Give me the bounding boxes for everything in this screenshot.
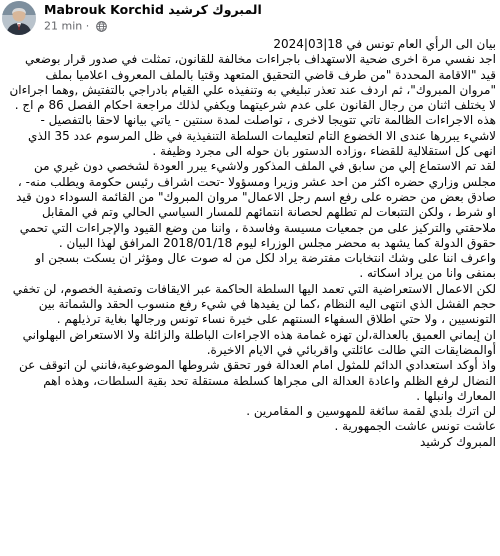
post-paragraph: واذ أوكد استعدادي الدائم للمثول امام العدالة فور تحقق شروطها الموضوعية،فانني لن اتوقف عن النضال لرفع الظلم واعادة العدالة الى مجراها كسلطة مستقلة تحد بقية السلطات، وهذه اهم المعارك وانبلها . (19, 358, 496, 403)
avatar-photo (2, 1, 36, 35)
post-author[interactable]: Mabrouk Korchid المبروك كرشيد (44, 2, 262, 17)
post-paragraph: واعرف اننا على وشك انتخابات مفترضة يراد لكل من له صوت عال ومؤثر ان يسكت بسجن او بمنفى وانا من يراد اسكاته . (35, 251, 496, 281)
post-header (0, 0, 500, 36)
post-timestamp[interactable]: 21 min (44, 19, 83, 33)
post-paragraph: عاشت تونس عاشت الجمهورية . (334, 419, 496, 434)
post-meta (44, 19, 107, 33)
meta-separator: · (85, 19, 90, 33)
post-paragraph: ان إيماني العميق بالعدالة،لن تهزه غمامة هذه الاجراءات الباطلة والزائلة ولا الاستعراض البهلواني أوالمضايقات التي طالت عائلتي واقربائي في الايام الاخيرة. (22, 327, 496, 357)
post-paragraph: لكن الاعمال الاستعراضية التي تعمد اليها السلطة الحاكمة عبر الايقافات وتصفية الخصوم، لن تخفي حجم الفشل الذي انتهى اليه النظام ،كما لن يفيدها في شيء رفع منسوب الحقد والشماتة بين التونسيين ، ولا حتي اطلاق السفهاء السنتهم على خيرة نساء تونس ورجالها بغاية ترذيلهم . (12, 281, 496, 327)
globe-icon[interactable] (96, 21, 107, 32)
post-paragraph: اجد نفسي مرة اخرى ضحية الاستهداف باجراءات مخالفة للقانون، تمثلت في صدور قرار بوضعي قيد "الاقامة المحددة "من طرف قاضي التحقيق المتعهد وقتيا بالملف المعروف اعلاميا بملف "مروان المبروك"، ثم اردف عند تعذر تبليغي به وتنفيذه علي القيام بادراجي بالتفتيش ,وهما اجراءان لا يختلف اثنان من رجال القانون على عدم شرعيتهما ويكفي لذلك مراجعة احكام الفصل 86 م اج . (9, 52, 496, 113)
post-paragraph: لن اترك بلدي لقمة سائغة للمهوسين و المقامرين . (246, 404, 496, 419)
post-text (0, 37, 500, 450)
post-paragraph: هذه الاجراءات الظالمة تاتي تتويجا لاخرى ، تواصلت لمدة سنتين - ياتي بيانها لاحقا بالتفصيل - لاشيء يبررها عندى الا الخضوع التام لتعليمات السلطة التنفيذية في ظل المرسوم عدد 35 الذي انهى كل استقلالية للقضاء ،وزاده الدستور بان حوله الى مجرد وظيفة . (27, 113, 496, 159)
post-paragraph: بيان الى الرأي العام تونس في 18|03|2024 (273, 37, 496, 51)
avatar[interactable] (2, 1, 36, 35)
post-signature: المبروك كرشيد (420, 434, 496, 449)
post-paragraph: لقد تم الاستماع إلي من سابق في الملف المذكور ولاشيء يبرر العودة لشخصي دون غيري من مجلس وزاري حضره اكثر من احد عشر وزيرا ومسؤولا -تحت اشراف رئيس حكومة ويطلب منه- ، صادق بعض من حضره على رفع اسم رجل الاعمال" مروان المبروك" من القائمة السوداء دون قيد او شرط ، ولكن التتبعات لم تطلهم لحصانة انتمائهم للمسار السياسي الحالي وتم في المقابل ملاحقتي والتركيز على من جمعيات مسيسة وفاسدة ، واننا من وضع القيود والإجراءات التي تحمي حقوق الدولة كما يشهد به محضر مجلس الوزراء ليوم 2018/01/18 المرافق لهذا البيان . (16, 159, 496, 250)
